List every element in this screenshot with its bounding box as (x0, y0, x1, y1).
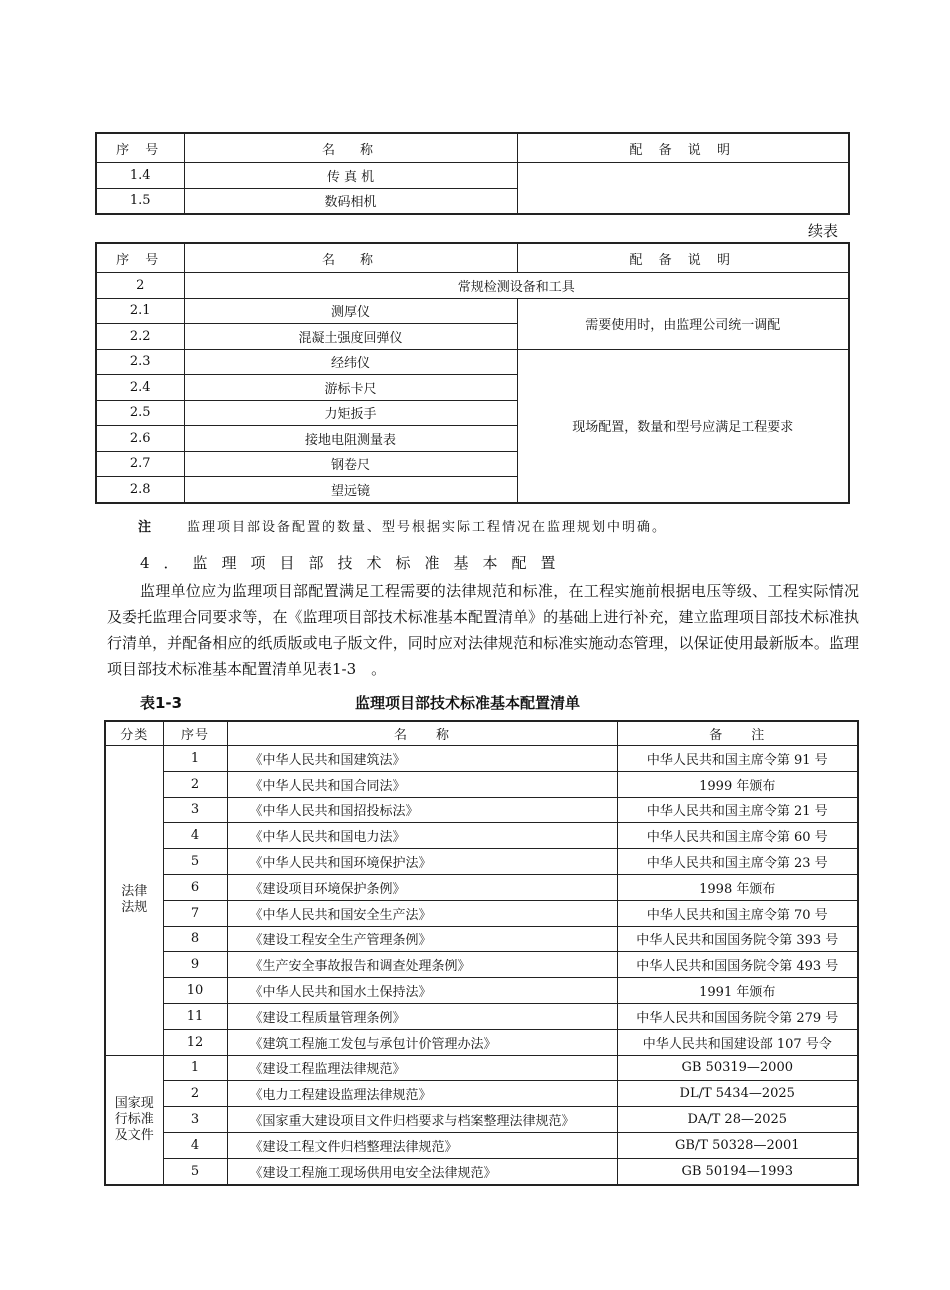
row-number: 4 (163, 823, 227, 849)
table-caption-number: 表1-3 (140, 694, 183, 712)
row-remark: 1998 年颁布 (617, 874, 858, 900)
row-number: 2.2 (96, 324, 184, 350)
equipment-table-part2 (95, 242, 850, 504)
row-number: 1.5 (96, 188, 184, 214)
footnote-label: 注 (138, 520, 152, 535)
row-number: 1 (163, 746, 227, 772)
row-name: 《建设工程安全生产管理条例》 (227, 926, 617, 952)
table-row (105, 952, 858, 978)
table-header-row (105, 721, 858, 746)
section-title: 常规检测设备和工具 (184, 273, 849, 299)
header-cell: 名 称 (184, 133, 517, 163)
category-cell: 法律 法规 (105, 746, 163, 1056)
row-name: 测厚仪 (184, 298, 517, 324)
section-heading: 4．监理项目部技术标准基本配置 (140, 554, 570, 572)
row-remark: 需要使用时，由监理公司统一调配 (517, 298, 849, 349)
table-row (105, 1081, 858, 1107)
table-row (96, 349, 849, 375)
row-name: 钢卷尺 (184, 451, 517, 477)
row-remark: GB 50319—2000 (617, 1055, 858, 1081)
row-name: 《国家重大建设项目文件归档要求与档案整理法律规范》 (227, 1107, 617, 1133)
table-row (105, 1055, 858, 1081)
row-remark: 1999 年颁布 (617, 771, 858, 797)
row-number: 9 (163, 952, 227, 978)
row-remark: 中华人民共和国国务院令第 493 号 (617, 952, 858, 978)
table-row (105, 746, 858, 772)
table-row (105, 797, 858, 823)
row-number: 2.4 (96, 375, 184, 401)
row-name: 《建筑工程施工发包与承包计价管理办法》 (227, 1029, 617, 1055)
row-name: 《建设工程监理法律规范》 (227, 1055, 617, 1081)
table-row (105, 978, 858, 1004)
row-remark: 中华人民共和国主席令第 70 号 (617, 900, 858, 926)
header-cell: 配 备 说 明 (517, 133, 849, 163)
row-number: 7 (163, 900, 227, 926)
row-remark: 中华人民共和国主席令第 23 号 (617, 849, 858, 875)
standards-table-body (105, 746, 858, 1185)
header-cell: 序号 (163, 721, 227, 746)
table-row (105, 900, 858, 926)
table-row (105, 1132, 858, 1158)
row-number: 3 (163, 797, 227, 823)
footnote (138, 516, 667, 535)
row-name: 《建设工程质量管理条例》 (227, 1003, 617, 1029)
row-number: 12 (163, 1029, 227, 1055)
row-remark: DA/T 28—2025 (617, 1107, 858, 1133)
row-remark: GB 50194—1993 (617, 1158, 858, 1184)
row-number: 2.5 (96, 400, 184, 426)
row-name: 力矩扳手 (184, 400, 517, 426)
row-remark: GB/T 50328—2001 (617, 1132, 858, 1158)
row-number: 2.7 (96, 451, 184, 477)
row-name: 传 真 机 (184, 163, 517, 189)
row-number: 1 (163, 1055, 227, 1081)
row-name: 混凝土强度回弹仪 (184, 324, 517, 350)
row-name: 《中华人民共和国招投标法》 (227, 797, 617, 823)
row-number: 2.1 (96, 298, 184, 324)
header-cell: 备 注 (617, 721, 858, 746)
standards-table (104, 720, 859, 1186)
row-name: 《中华人民共和国水土保持法》 (227, 978, 617, 1004)
table-header-row (96, 243, 849, 273)
table-row (105, 926, 858, 952)
row-name: 望远镜 (184, 477, 517, 503)
table-header-row (96, 133, 849, 163)
header-cell: 序 号 (96, 133, 184, 163)
row-number: 2 (163, 771, 227, 797)
row-name: 《建设项目环境保护条例》 (227, 874, 617, 900)
row-remark: 1991 年颁布 (617, 978, 858, 1004)
row-name: 《建设工程文件归档整理法律规范》 (227, 1132, 617, 1158)
row-name: 接地电阻测量表 (184, 426, 517, 452)
row-remark (517, 163, 849, 215)
table-row (105, 1003, 858, 1029)
header-cell: 名 称 (184, 243, 517, 273)
table-row (96, 163, 849, 189)
row-name: 《生产安全事故报告和调查处理条例》 (227, 952, 617, 978)
section-row (96, 273, 849, 299)
row-name: 数码相机 (184, 188, 517, 214)
row-number: 2.8 (96, 477, 184, 503)
row-name: 《电力工程建设监理法律规范》 (227, 1081, 617, 1107)
row-number: 6 (163, 874, 227, 900)
table-row (105, 1029, 858, 1055)
row-number: 5 (163, 1158, 227, 1184)
row-number: 10 (163, 978, 227, 1004)
row-remark: 中华人民共和国主席令第 60 号 (617, 823, 858, 849)
row-remark: 中华人民共和国主席令第 91 号 (617, 746, 858, 772)
row-number: 11 (163, 1003, 227, 1029)
row-name: 《中华人民共和国安全生产法》 (227, 900, 617, 926)
row-remark: 中华人民共和国主席令第 21 号 (617, 797, 858, 823)
header-cell: 序 号 (96, 243, 184, 273)
row-name: 《中华人民共和国环境保护法》 (227, 849, 617, 875)
row-name: 《中华人民共和国电力法》 (227, 823, 617, 849)
body-paragraph: 监理单位应为监理项目部配置满足工程需要的法律规范和标准，在工程实施前根据电压等级、工程实际情况及委托监理合同要求等，在《监理项目部技术标准基本配置清单》的基础上进行补充，建立监理项目部技术标准执行清单，并配备相应的纸质版或电子版文件，同时应对法律规范和标准实施动态管理，以保证使用最新版本。监理项目部技术标准基本配置清单见表1-3 。 (107, 582, 859, 678)
row-name: 《建设工程施工现场供用电安全法律规范》 (227, 1158, 617, 1184)
section-number: 2 (96, 273, 184, 299)
row-number: 2.6 (96, 426, 184, 452)
table-row (105, 874, 858, 900)
row-name: 经纬仪 (184, 349, 517, 375)
equipment-table-part1 (95, 132, 850, 215)
row-number: 1.4 (96, 163, 184, 189)
row-remark: 现场配置，数量和型号应满足工程要求 (517, 349, 849, 503)
table-row (105, 823, 858, 849)
row-name: 《中华人民共和国合同法》 (227, 771, 617, 797)
footnote-text: 监理项目部设备配置的数量、型号根据实际工程情况在监理规划中明确。 (187, 520, 668, 535)
row-remark: 中华人民共和国国务院令第 393 号 (617, 926, 858, 952)
table-row (105, 1107, 858, 1133)
continued-label: 续表 (808, 222, 839, 240)
row-number: 3 (163, 1107, 227, 1133)
row-number: 4 (163, 1132, 227, 1158)
table-row (105, 1158, 858, 1184)
table-caption-title: 监理项目部技术标准基本配置清单 (355, 694, 581, 712)
row-name: 《中华人民共和国建筑法》 (227, 746, 617, 772)
header-cell: 配 备 说 明 (517, 243, 849, 273)
row-number: 5 (163, 849, 227, 875)
row-number: 2 (163, 1081, 227, 1107)
row-number: 8 (163, 926, 227, 952)
table-row (105, 771, 858, 797)
table-row (96, 298, 849, 324)
row-number: 2.3 (96, 349, 184, 375)
row-remark: 中华人民共和国国务院令第 279 号 (617, 1003, 858, 1029)
category-cell: 国家现 行标准 及文件 (105, 1055, 163, 1184)
header-cell: 名 称 (227, 721, 617, 746)
row-remark: DL/T 5434—2025 (617, 1081, 858, 1107)
header-cell: 分类 (105, 721, 163, 746)
row-name: 游标卡尺 (184, 375, 517, 401)
row-remark: 中华人民共和国建设部 107 号令 (617, 1029, 858, 1055)
table-row (105, 849, 858, 875)
